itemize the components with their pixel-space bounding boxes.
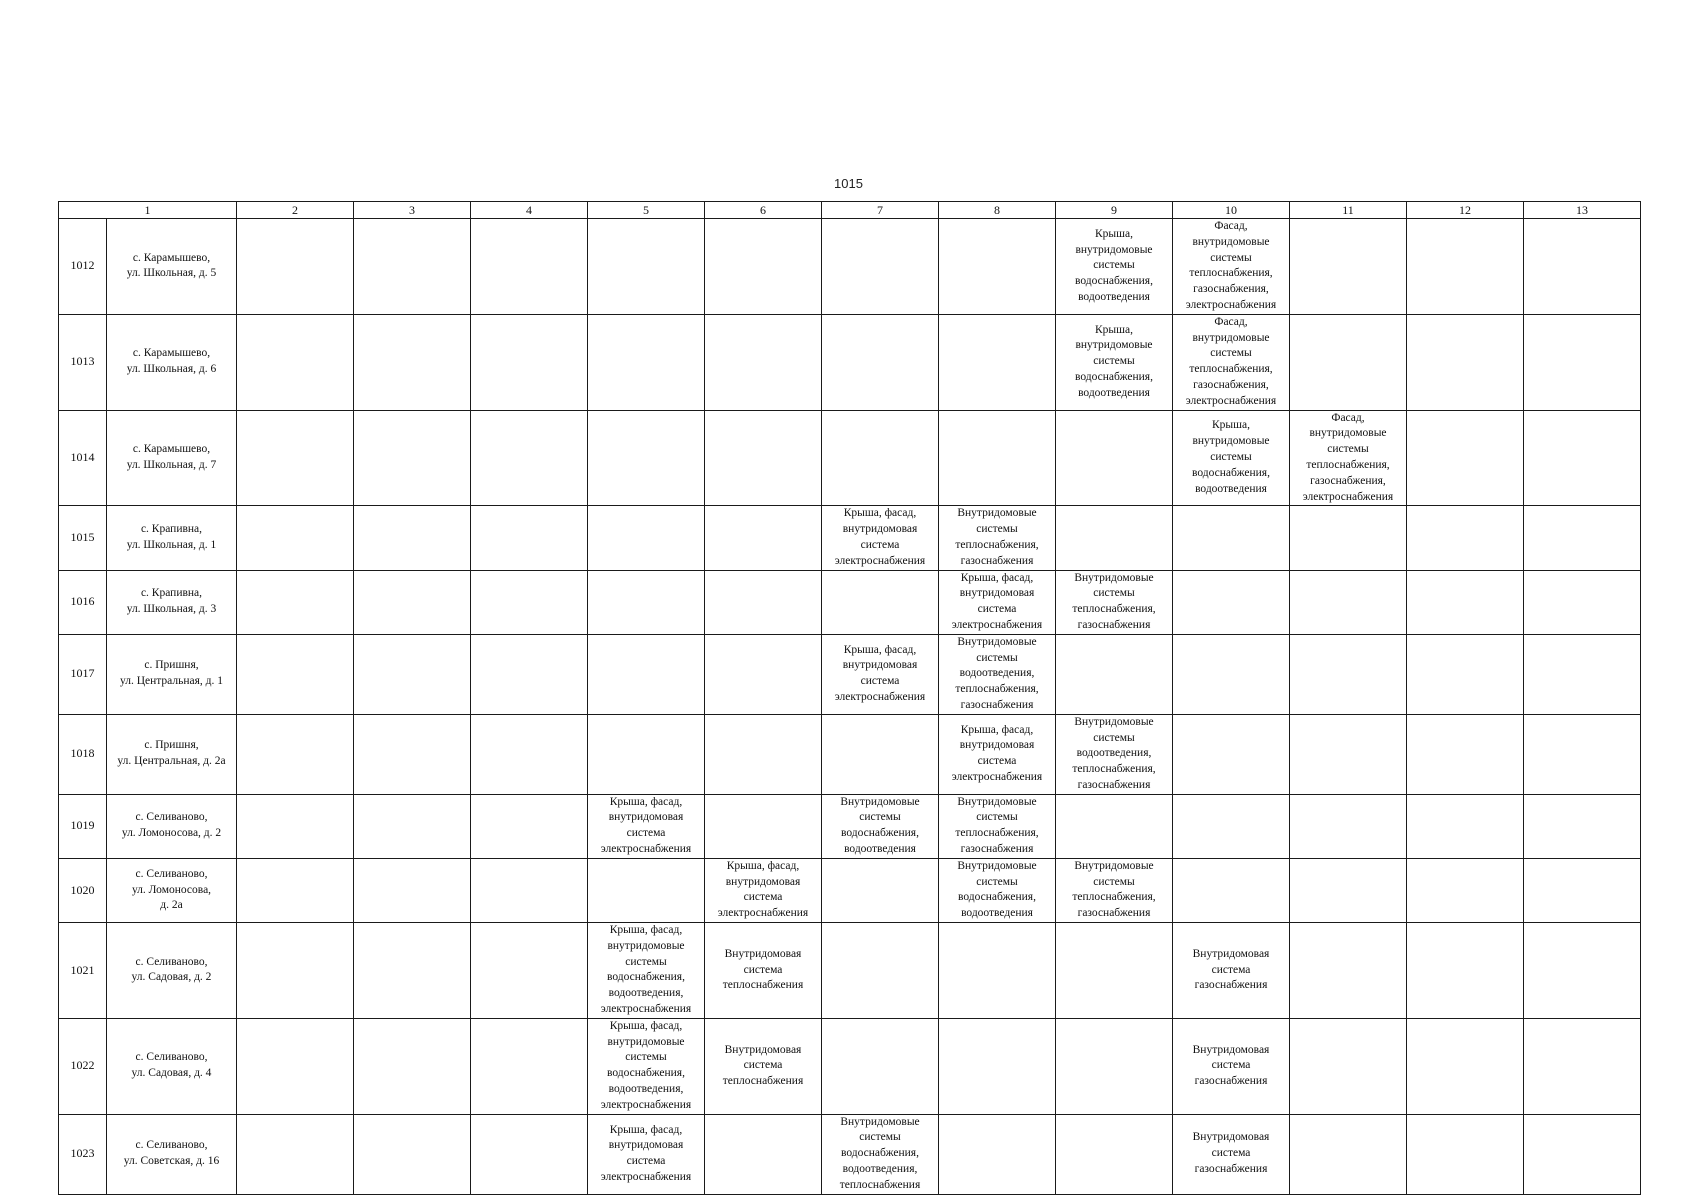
column-header: 3 <box>354 202 471 219</box>
table-row <box>59 1018 1641 1114</box>
work-cell <box>588 858 705 922</box>
work-cell <box>822 219 939 315</box>
work-cell <box>354 923 471 1019</box>
work-cell <box>1290 219 1407 315</box>
work-cell <box>705 219 822 315</box>
work-cell <box>354 219 471 315</box>
work-cell: Крыша, фасад, внутридомовая система электроснабжения <box>939 714 1056 794</box>
row-number: 1018 <box>59 714 107 794</box>
work-cell <box>237 714 354 794</box>
work-cell <box>1524 1114 1641 1194</box>
work-cell <box>1407 410 1524 506</box>
work-cell: Внутридомовые системы водоснабжения, водоотведения, теплоснабжения <box>822 1114 939 1194</box>
work-cell: Внутридомовая система газоснабжения <box>1173 923 1290 1019</box>
work-cell <box>1173 858 1290 922</box>
table-row <box>59 634 1641 714</box>
row-number: 1021 <box>59 923 107 1019</box>
work-cell <box>237 314 354 410</box>
address-cell: с. Карамышево, ул. Школьная, д. 7 <box>107 410 237 506</box>
work-cell <box>588 506 705 570</box>
work-cell <box>1524 794 1641 858</box>
work-cell <box>1524 858 1641 922</box>
work-cell <box>354 570 471 634</box>
address-cell: с. Карамышево, ул. Школьная, д. 6 <box>107 314 237 410</box>
work-cell <box>237 634 354 714</box>
work-cell <box>1407 506 1524 570</box>
work-cell: Крыша, фасад, внутридомовые системы водоснабжения, водоотведения, электроснабжения <box>588 923 705 1019</box>
work-cell <box>705 794 822 858</box>
work-cell <box>1407 923 1524 1019</box>
address-cell: с. Крапивна, ул. Школьная, д. 1 <box>107 506 237 570</box>
work-cell <box>237 410 354 506</box>
work-cell <box>705 570 822 634</box>
work-cell: Крыша, внутридомовые системы водоснабжения, водоотведения <box>1056 219 1173 315</box>
column-header: 4 <box>471 202 588 219</box>
row-number: 1016 <box>59 570 107 634</box>
work-cell: Крыша, фасад, внутридомовая система электроснабжения <box>822 506 939 570</box>
work-cell <box>588 634 705 714</box>
work-cell <box>705 506 822 570</box>
work-cell <box>1524 923 1641 1019</box>
header-row <box>59 202 1641 219</box>
column-header: 1 <box>59 202 237 219</box>
table-row <box>59 858 1641 922</box>
work-cell <box>237 858 354 922</box>
work-cell <box>588 714 705 794</box>
work-cell <box>471 1018 588 1114</box>
work-cell <box>705 314 822 410</box>
column-header: 13 <box>1524 202 1641 219</box>
capital-repair-table <box>58 201 1641 1195</box>
work-cell <box>588 410 705 506</box>
work-cell <box>1056 634 1173 714</box>
work-cell <box>1524 570 1641 634</box>
work-cell <box>939 1114 1056 1194</box>
work-cell <box>354 1114 471 1194</box>
work-cell <box>354 506 471 570</box>
address-cell: с. Селиваново, ул. Садовая, д. 2 <box>107 923 237 1019</box>
work-cell: Крыша, фасад, внутридомовая система электроснабжения <box>939 570 1056 634</box>
work-cell <box>1407 1114 1524 1194</box>
work-cell: Внутридомовые системы водоснабжения, водоотведения <box>939 858 1056 922</box>
work-cell: Внутридомовые системы водоотведения, теплоснабжения, газоснабжения <box>939 634 1056 714</box>
work-cell <box>939 314 1056 410</box>
work-cell <box>1173 714 1290 794</box>
column-header: 6 <box>705 202 822 219</box>
work-cell <box>1407 314 1524 410</box>
table-row <box>59 794 1641 858</box>
address-cell: с. Пришня, ул. Центральная, д. 1 <box>107 634 237 714</box>
column-header: 12 <box>1407 202 1524 219</box>
work-cell <box>471 219 588 315</box>
work-cell <box>1290 714 1407 794</box>
work-cell <box>237 1018 354 1114</box>
work-cell: Фасад, внутридомовые системы теплоснабжения, газоснабжения, электроснабжения <box>1173 314 1290 410</box>
work-cell <box>705 410 822 506</box>
table-row <box>59 714 1641 794</box>
work-cell: Крыша, фасад, внутридомовая система электроснабжения <box>705 858 822 922</box>
work-cell <box>1407 794 1524 858</box>
table-row <box>59 1114 1641 1194</box>
table-body <box>59 219 1641 1195</box>
work-cell: Внутридомовая система теплоснабжения <box>705 923 822 1019</box>
work-cell: Внутридомовая система газоснабжения <box>1173 1018 1290 1114</box>
work-cell <box>471 794 588 858</box>
work-cell <box>588 570 705 634</box>
work-cell <box>1290 634 1407 714</box>
work-cell <box>705 714 822 794</box>
work-cell: Внутридомовые системы теплоснабжения, газоснабжения <box>939 794 1056 858</box>
work-cell: Фасад, внутридомовые системы теплоснабжения, газоснабжения, электроснабжения <box>1290 410 1407 506</box>
work-cell <box>354 314 471 410</box>
work-cell <box>354 714 471 794</box>
work-cell <box>354 1018 471 1114</box>
work-cell <box>1524 314 1641 410</box>
work-cell: Крыша, фасад, внутридомовая система электроснабжения <box>588 794 705 858</box>
table-header <box>59 202 1641 219</box>
work-cell <box>1290 1018 1407 1114</box>
work-cell <box>705 634 822 714</box>
column-header: 10 <box>1173 202 1290 219</box>
work-cell <box>237 219 354 315</box>
work-cell <box>471 634 588 714</box>
work-cell <box>1290 794 1407 858</box>
work-cell <box>471 1114 588 1194</box>
work-cell <box>471 314 588 410</box>
work-cell <box>237 570 354 634</box>
table-row <box>59 506 1641 570</box>
work-cell <box>705 1114 822 1194</box>
work-cell <box>354 858 471 922</box>
row-number: 1022 <box>59 1018 107 1114</box>
page-number: 1015 <box>834 176 863 191</box>
work-cell: Внутридомовая система теплоснабжения <box>705 1018 822 1114</box>
table-row <box>59 219 1641 315</box>
address-cell: с. Селиваново, ул. Садовая, д. 4 <box>107 1018 237 1114</box>
work-cell: Внутридомовые системы теплоснабжения, газоснабжения <box>1056 858 1173 922</box>
work-cell <box>471 410 588 506</box>
row-number: 1012 <box>59 219 107 315</box>
work-cell <box>1290 858 1407 922</box>
column-header: 7 <box>822 202 939 219</box>
address-cell: с. Карамышево, ул. Школьная, д. 5 <box>107 219 237 315</box>
work-cell <box>354 634 471 714</box>
work-cell <box>237 923 354 1019</box>
work-cell <box>822 923 939 1019</box>
work-cell <box>939 410 1056 506</box>
work-cell <box>1407 219 1524 315</box>
work-cell: Крыша, фасад, внутридомовая система электроснабжения <box>588 1114 705 1194</box>
work-cell <box>1524 1018 1641 1114</box>
work-cell <box>1056 1018 1173 1114</box>
work-cell <box>1407 570 1524 634</box>
work-cell <box>822 410 939 506</box>
work-cell <box>822 314 939 410</box>
work-cell <box>1407 714 1524 794</box>
row-number: 1020 <box>59 858 107 922</box>
row-number: 1017 <box>59 634 107 714</box>
work-cell <box>1290 314 1407 410</box>
address-cell: с. Селиваново, ул. Советская, д. 16 <box>107 1114 237 1194</box>
work-cell <box>1524 410 1641 506</box>
work-cell <box>1056 794 1173 858</box>
work-cell <box>471 714 588 794</box>
work-cell <box>1290 923 1407 1019</box>
work-cell <box>822 1018 939 1114</box>
work-cell <box>1524 506 1641 570</box>
work-cell <box>1407 1018 1524 1114</box>
work-cell <box>822 714 939 794</box>
work-cell: Крыша, внутридомовые системы водоснабжения, водоотведения <box>1056 314 1173 410</box>
work-cell: Внутридомовые системы водоснабжения, водоотведения <box>822 794 939 858</box>
row-number: 1023 <box>59 1114 107 1194</box>
work-cell <box>1056 1114 1173 1194</box>
work-cell <box>588 314 705 410</box>
work-cell <box>1056 506 1173 570</box>
work-cell <box>822 570 939 634</box>
work-cell: Внутридомовые системы теплоснабжения, газоснабжения <box>1056 570 1173 634</box>
work-cell <box>237 1114 354 1194</box>
work-cell <box>939 923 1056 1019</box>
work-cell <box>1173 506 1290 570</box>
work-cell: Внутридомовые системы водоотведения, теплоснабжения, газоснабжения <box>1056 714 1173 794</box>
work-cell <box>822 858 939 922</box>
work-cell <box>1056 410 1173 506</box>
work-cell <box>1524 714 1641 794</box>
address-cell: с. Селиваново, ул. Ломоносова, д. 2 <box>107 794 237 858</box>
work-cell <box>939 1018 1056 1114</box>
address-cell: с. Селиваново, ул. Ломоносова, д. 2а <box>107 858 237 922</box>
address-cell: с. Пришня, ул. Центральная, д. 2а <box>107 714 237 794</box>
work-cell <box>471 858 588 922</box>
work-cell <box>1290 570 1407 634</box>
address-cell: с. Крапивна, ул. Школьная, д. 3 <box>107 570 237 634</box>
work-cell: Внутридомовые системы теплоснабжения, газоснабжения <box>939 506 1056 570</box>
work-cell <box>1407 634 1524 714</box>
column-header: 9 <box>1056 202 1173 219</box>
work-cell <box>1524 634 1641 714</box>
work-cell: Крыша, фасад, внутридомовая система электроснабжения <box>822 634 939 714</box>
work-cell <box>1524 219 1641 315</box>
work-cell: Фасад, внутридомовые системы теплоснабжения, газоснабжения, электроснабжения <box>1173 219 1290 315</box>
work-cell: Крыша, фасад, внутридомовые системы водоснабжения, водоотведения, электроснабжения <box>588 1018 705 1114</box>
work-cell <box>354 794 471 858</box>
column-header: 5 <box>588 202 705 219</box>
work-cell <box>939 219 1056 315</box>
work-cell <box>1290 1114 1407 1194</box>
work-cell <box>471 923 588 1019</box>
work-cell <box>1173 794 1290 858</box>
row-number: 1014 <box>59 410 107 506</box>
work-cell <box>237 506 354 570</box>
table-row <box>59 410 1641 506</box>
work-cell: Внутридомовая система газоснабжения <box>1173 1114 1290 1194</box>
work-cell: Крыша, внутридомовые системы водоснабжения, водоотведения <box>1173 410 1290 506</box>
work-cell <box>1407 858 1524 922</box>
work-cell <box>1056 923 1173 1019</box>
table-row <box>59 314 1641 410</box>
column-header: 2 <box>237 202 354 219</box>
work-cell <box>588 219 705 315</box>
work-cell <box>1173 570 1290 634</box>
work-cell <box>354 410 471 506</box>
row-number: 1019 <box>59 794 107 858</box>
work-cell <box>471 570 588 634</box>
column-header: 11 <box>1290 202 1407 219</box>
work-cell <box>471 506 588 570</box>
table-row <box>59 570 1641 634</box>
row-number: 1015 <box>59 506 107 570</box>
work-cell <box>1290 506 1407 570</box>
row-number: 1013 <box>59 314 107 410</box>
table-row <box>59 923 1641 1019</box>
work-cell <box>237 794 354 858</box>
column-header: 8 <box>939 202 1056 219</box>
work-cell <box>1173 634 1290 714</box>
